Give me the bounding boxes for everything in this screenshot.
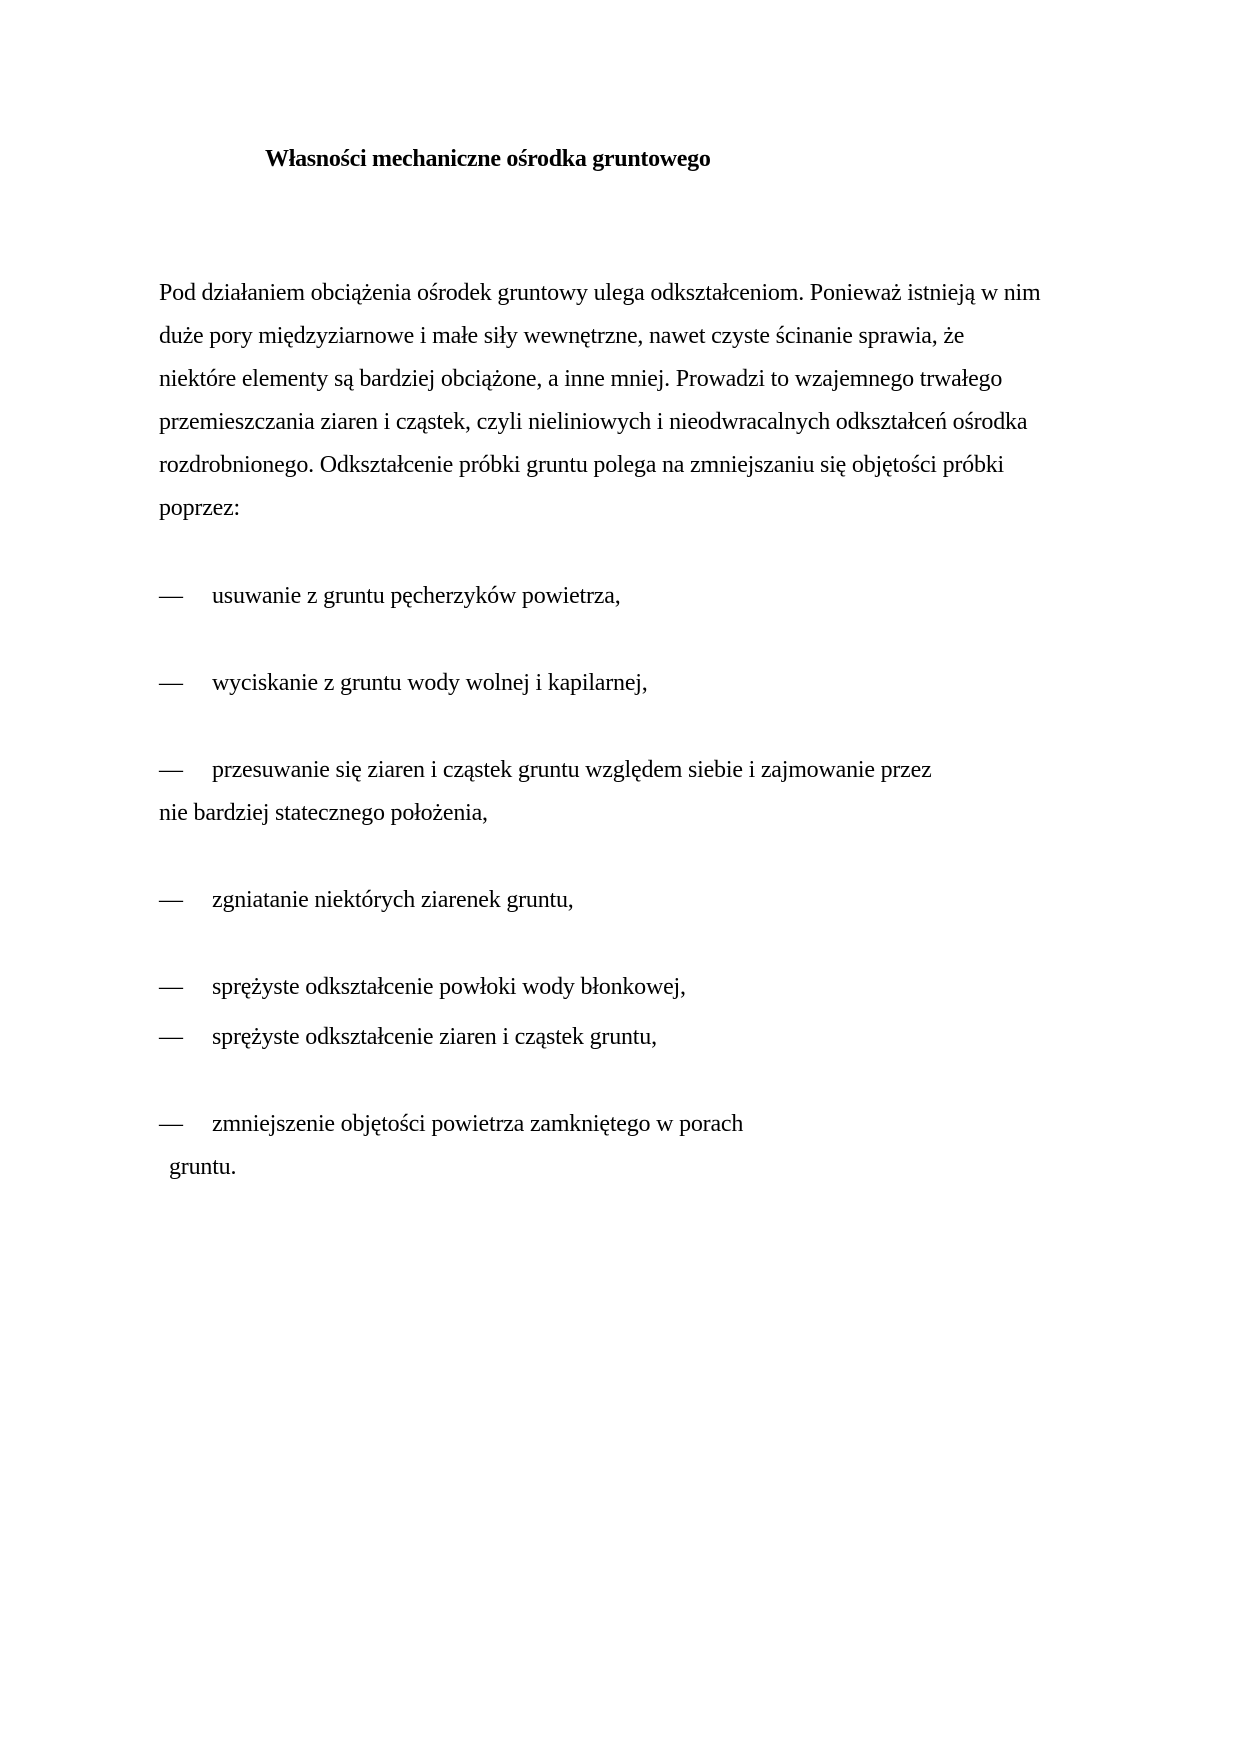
list-item: przesuwanie się ziaren i cząstek gruntu względem siebie i zajmowanie przez bbox=[212, 757, 932, 783]
paragraph-line: duże pory międzyziarnowe i małe siły wewnętrzne, nawet czyste ścinanie sprawia, że bbox=[159, 323, 965, 349]
paragraph-line: rozdrobnionego. Odkształcenie próbki gruntu polega na zmniejszaniu się objętości próbki bbox=[159, 452, 1005, 478]
bullet-dash: — bbox=[159, 583, 183, 609]
list-item: zgniatanie niektórych ziarenek gruntu, bbox=[212, 887, 574, 913]
list-item: zmniejszenie objętości powietrza zamkniętego w porach bbox=[212, 1111, 744, 1137]
document-title: Własności mechaniczne ośrodka gruntowego bbox=[265, 146, 711, 172]
bullet-dash: — bbox=[159, 1024, 183, 1050]
paragraph-line: niektóre elementy są bardziej obciążone, a inne mniej. Prowadzi to wzajemnego trwałego bbox=[159, 366, 1003, 392]
list-item: sprężyste odkształcenie powłoki wody błonkowej, bbox=[212, 974, 686, 1000]
bullet-dash: — bbox=[159, 757, 183, 783]
bullet-dash: — bbox=[159, 974, 183, 1000]
list-item-continuation: gruntu. bbox=[169, 1154, 237, 1180]
paragraph-line: poprzez: bbox=[159, 495, 241, 521]
list-item: usuwanie z gruntu pęcherzyków powietrza, bbox=[212, 583, 621, 609]
bullet-dash: — bbox=[159, 887, 183, 913]
bullet-dash: — bbox=[159, 1111, 183, 1137]
list-item: wyciskanie z gruntu wody wolnej i kapilarnej, bbox=[212, 670, 648, 696]
paragraph-line: przemieszczania ziaren i cząstek, czyli nieliniowych i nieodwracalnych odkształceń ośrodka bbox=[159, 409, 1028, 435]
list-item: sprężyste odkształcenie ziaren i cząstek gruntu, bbox=[212, 1024, 657, 1050]
list-item-continuation: nie bardziej statecznego położenia, bbox=[159, 800, 488, 826]
bullet-dash: — bbox=[159, 670, 183, 696]
paragraph-line: Pod działaniem obciążenia ośrodek gruntowy ulega odkształceniom. Ponieważ istnieją w nim bbox=[159, 280, 1041, 306]
